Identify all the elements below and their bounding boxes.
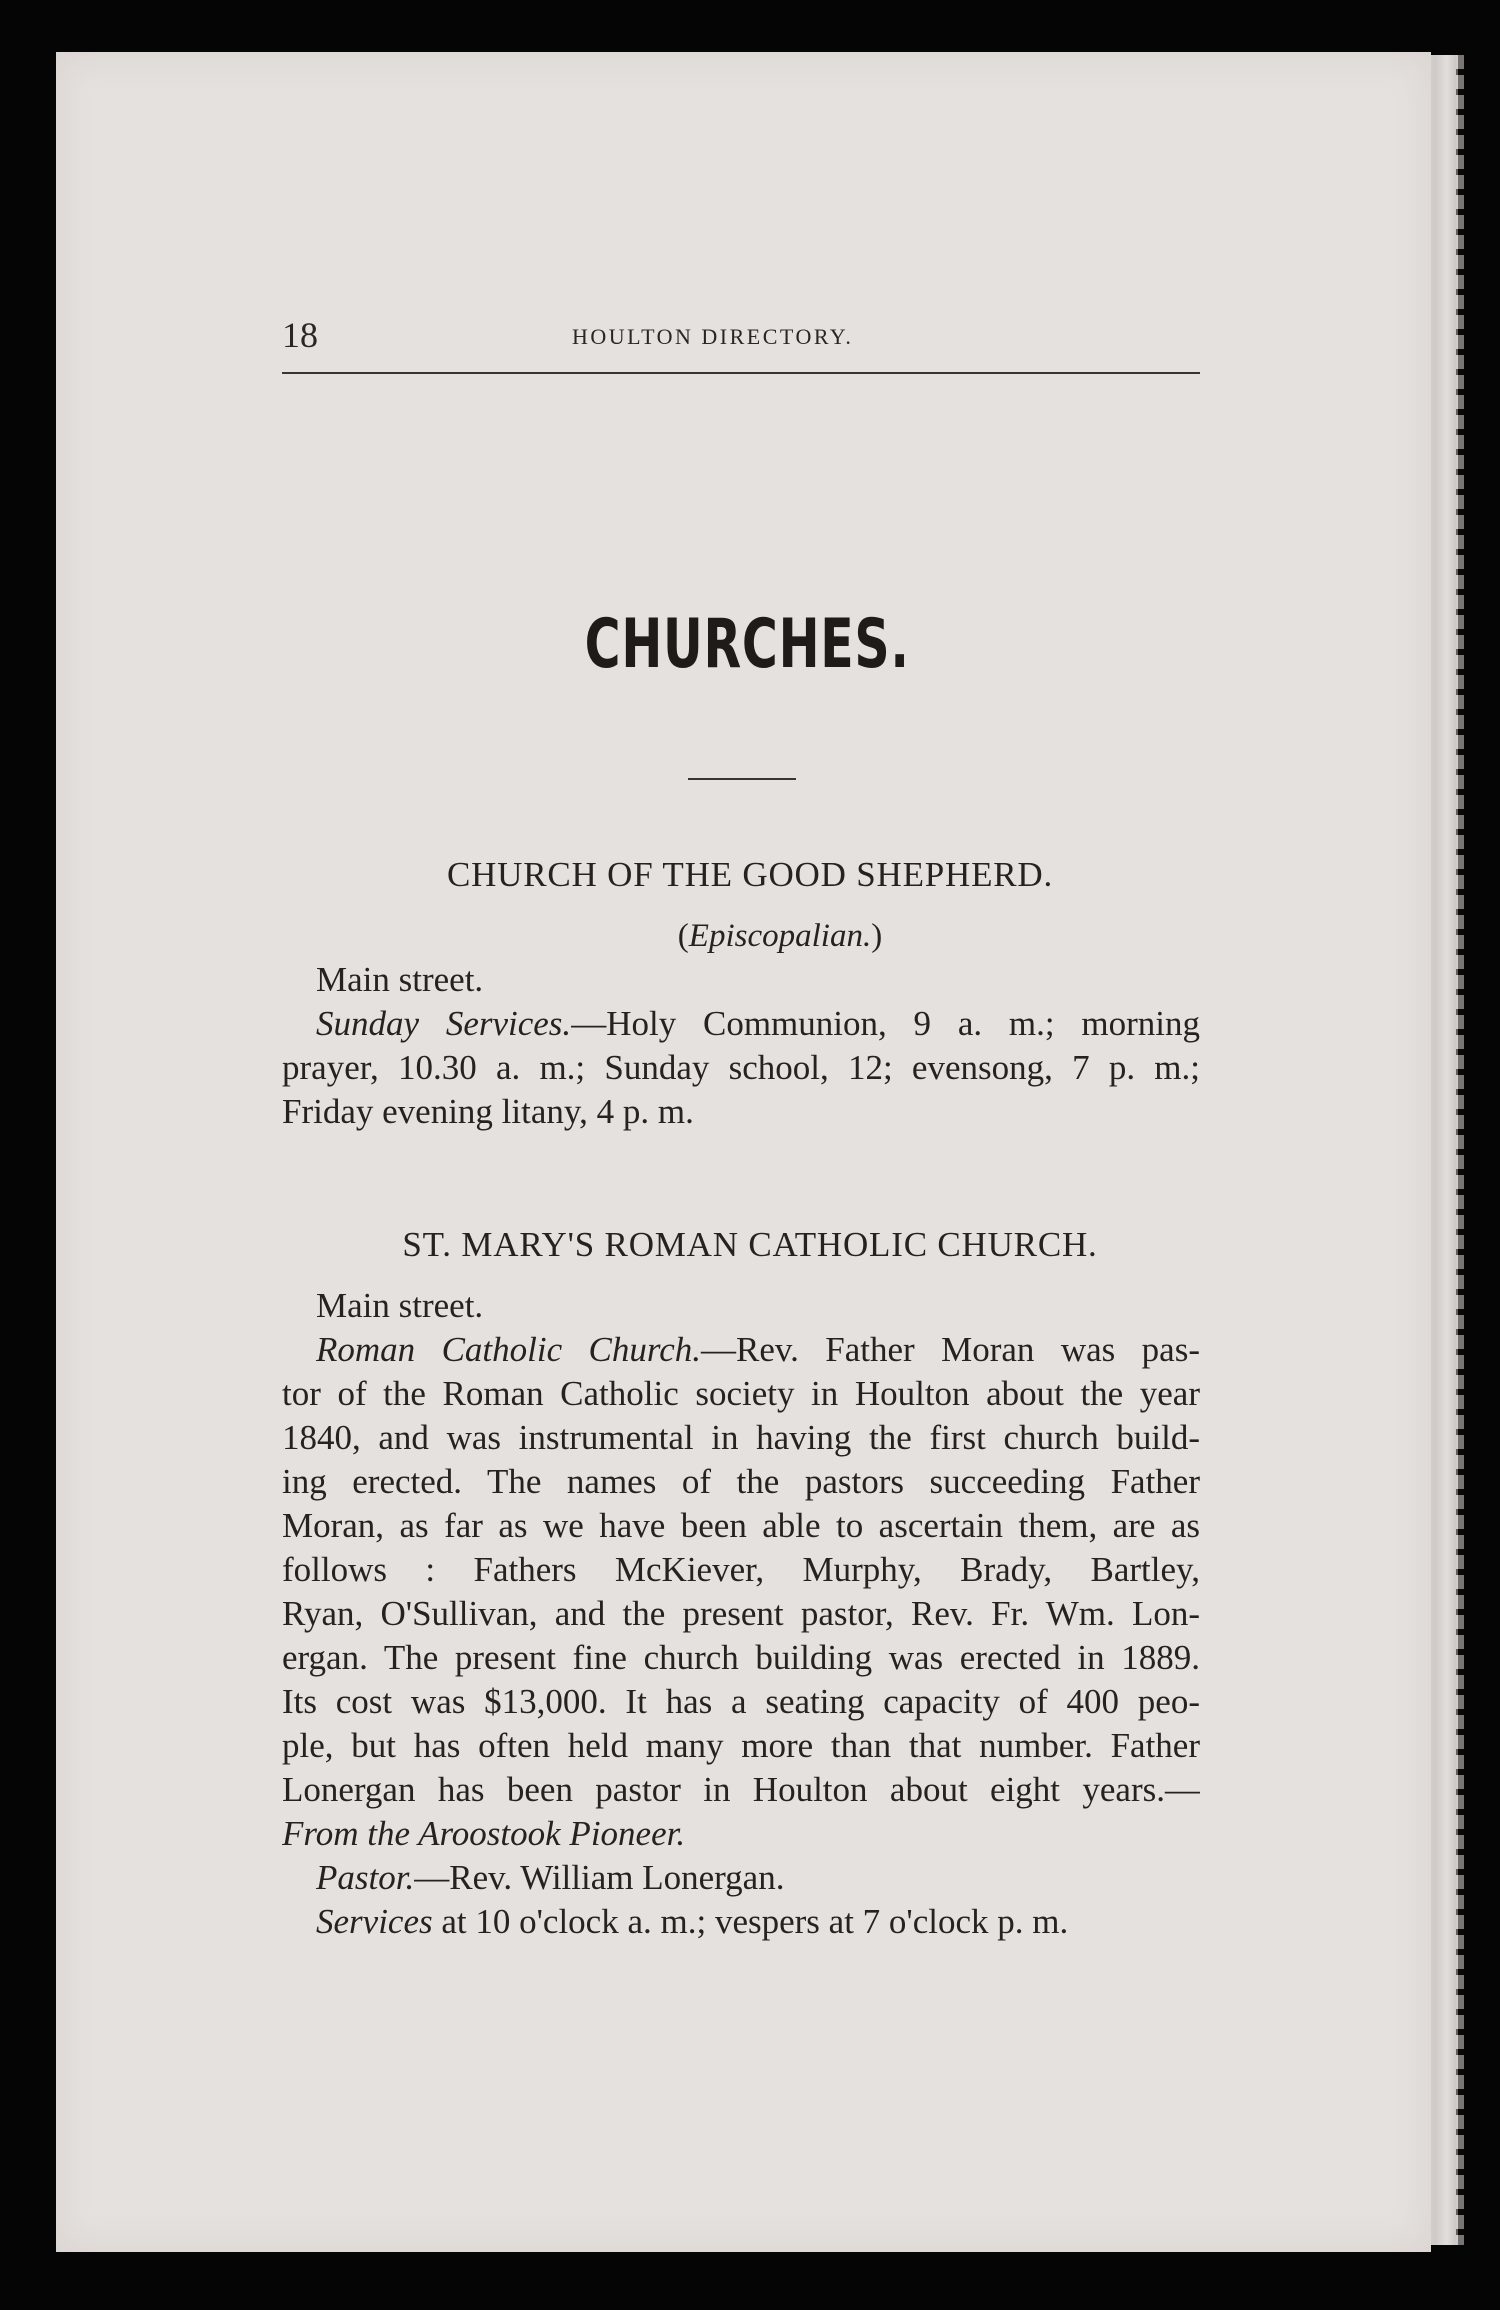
history-line: ergan. The present fine church building was erected in 1889. bbox=[282, 1638, 1200, 1677]
subtitle-open-paren: ( bbox=[677, 918, 689, 954]
running-title: HOULTON DIRECTORY. bbox=[572, 324, 854, 349]
services-line bbox=[316, 1900, 1200, 1944]
history-line: Moran, as far as we have been able to ascertain them, are as bbox=[282, 1506, 1200, 1545]
address-line: Main street. bbox=[316, 1286, 484, 1325]
history-label: Roman Catholic Church. bbox=[316, 1330, 701, 1369]
history-text: —Rev. Father Moran was pas- bbox=[701, 1330, 1200, 1369]
section-title-st-marys: ST. MARY'S ROMAN CATHOLIC CHURCH. bbox=[402, 1225, 1098, 1264]
services-label: Services bbox=[316, 1902, 433, 1941]
history-line: Ryan, O'Sullivan, and the present pastor, Rev. Fr. Wm. Lon- bbox=[282, 1594, 1200, 1633]
pastor-label: Pastor. bbox=[316, 1858, 415, 1897]
services-line-1 bbox=[316, 1002, 1200, 1046]
pastor-line bbox=[316, 1856, 1200, 1900]
section-title-good-shepherd: CHURCH OF THE GOOD SHEPHERD. bbox=[446, 855, 1054, 894]
services-text: —Holy Communion, 9 a. m.; morning bbox=[571, 1004, 1200, 1043]
history-line: follows : Fathers McKiever, Murphy, Brady, Bartley, bbox=[282, 1550, 1200, 1589]
services-text: at 10 o'clock a. m.; vespers at 7 o'clock p. m. bbox=[432, 1902, 1069, 1941]
page-number: 18 bbox=[282, 315, 318, 355]
title-rule bbox=[688, 778, 796, 780]
history-line: ing erected. The names of the pastors succeeding Father bbox=[282, 1462, 1200, 1501]
history-line: ple, but has often held many more than that number. Father bbox=[282, 1726, 1200, 1765]
services-line-2: prayer, 10.30 a. m.; Sunday school, 12; evensong, 7 p. m.; bbox=[282, 1048, 1200, 1087]
history-line: 1840, and was instrumental in having the first church build- bbox=[282, 1418, 1200, 1457]
history-line: Lonergan has been pastor in Houlton about eight years.— bbox=[282, 1770, 1200, 1809]
page-title: CHURCHES. bbox=[584, 605, 910, 684]
history-line: tor of the Roman Catholic society in Houlton about the year bbox=[282, 1374, 1200, 1413]
header-rule bbox=[282, 372, 1200, 374]
subtitle-close-paren: ) bbox=[871, 918, 883, 954]
denomination-text: Episcopalian. bbox=[688, 918, 872, 954]
source-citation: From the Aroostook Pioneer. bbox=[282, 1814, 686, 1853]
services-line-3: Friday evening litany, 4 p. m. bbox=[282, 1092, 694, 1131]
history-line bbox=[316, 1328, 1200, 1372]
running-head bbox=[282, 310, 1200, 370]
denomination-subtitle bbox=[0, 918, 1500, 955]
services-label: Sunday Services. bbox=[316, 1004, 572, 1043]
pastor-text: —Rev. William Lonergan. bbox=[414, 1858, 785, 1897]
address-line: Main street. bbox=[316, 960, 484, 999]
history-line: Its cost was $13,000. It has a seating capacity of 400 peo- bbox=[282, 1682, 1200, 1721]
